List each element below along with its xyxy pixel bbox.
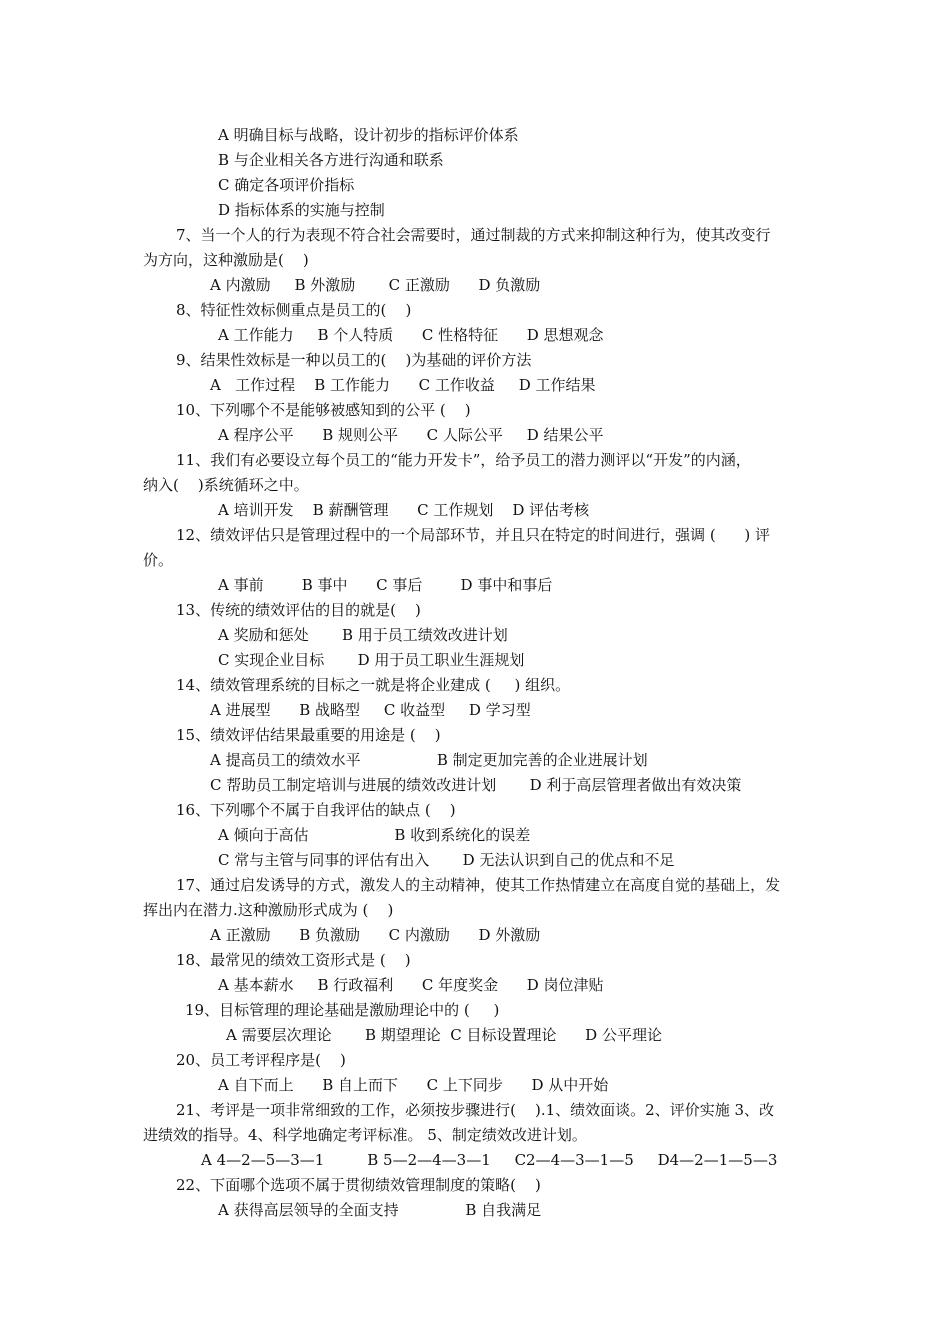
q21-question-line1: 21、考评是一项非常细致的工作，必须按步骤进行( ).1、绩效面谈。2、评价实施 3、改 bbox=[176, 1101, 775, 1119]
q15-options-row1: A 提高员工的绩效水平 B 制定更加完善的企业进展计划 bbox=[210, 751, 648, 769]
q21-question-line2: 进绩效的指导。4、科学地确定考评标准。 5、制定绩效改进计划。 bbox=[143, 1126, 587, 1144]
q13-question: 13、传统的绩效评估的目的就是( ) bbox=[176, 601, 421, 619]
q20-options: A 自下而上 B 自上而下 C 上下同步 D 从中开始 bbox=[218, 1076, 609, 1094]
q15-question: 15、绩效评估结果最重要的用途是 ( ) bbox=[176, 726, 441, 744]
q14-question: 14、绩效管理系统的目标之一就是将企业建成 ( ) 组织。 bbox=[176, 676, 571, 694]
q6-option-c: C 确定各项评价指标 bbox=[218, 176, 355, 194]
q6-option-b: B 与企业相关各方进行沟通和联系 bbox=[218, 151, 444, 169]
q22-options: A 获得高层领导的全面支持 B 自我满足 bbox=[218, 1201, 542, 1219]
q19-question: 19、目标管理的理论基础是激励理论中的 ( ) bbox=[185, 1001, 500, 1019]
q8-question: 8、特征性效标侧重点是员工的( ) bbox=[176, 301, 412, 319]
q16-options-row1: A 倾向于高估 B 收到系统化的误差 bbox=[218, 826, 531, 844]
q11-question-line1: 11、我们有必要设立每个员工的“能力开发卡”，给予员工的潜力测评以“开发”的内涵， bbox=[176, 451, 751, 469]
q6-option-a: A 明确目标与战略，设计初步的指标评价体系 bbox=[218, 126, 519, 144]
q17-question-line2: 挥出内在潜力.这种激励形式成为 ( ) bbox=[143, 901, 394, 919]
q11-options: A 培训开发 B 薪酬管理 C 工作规划 D 评估考核 bbox=[218, 501, 590, 519]
q13-options-row2: C 实现企业目标 D 用于员工职业生涯规划 bbox=[218, 651, 525, 669]
q10-options: A 程序公平 B 规则公平 C 人际公平 D 结果公平 bbox=[218, 426, 604, 444]
q18-options: A 基本薪水 B 行政福利 C 年度奖金 D 岗位津贴 bbox=[218, 976, 604, 994]
q10-question: 10、下列哪个不是能够被感知到的公平 ( ) bbox=[176, 401, 471, 419]
q21-options: A 4—2—5—3—1 B 5—2—4—3—1 C2—4—3—1—5 D4—2—1—5—3 bbox=[201, 1151, 778, 1169]
q14-options: A 进展型 B 战略型 C 收益型 D 学习型 bbox=[210, 701, 531, 719]
q20-question: 20、员工考评程序是( ) bbox=[176, 1051, 346, 1069]
q6-option-d: D 指标体系的实施与控制 bbox=[218, 201, 385, 219]
q18-question: 18、最常见的绩效工资形式是 ( ) bbox=[176, 951, 411, 969]
q22-question: 22、下面哪个选项不属于贯彻绩效管理制度的策略( ) bbox=[176, 1176, 541, 1194]
q7-options: A 内激励 B 外激励 C 正激励 D 负激励 bbox=[210, 276, 541, 294]
q12-options: A 事前 B 事中 C 事后 D 事中和事后 bbox=[218, 576, 553, 594]
q16-options-row2: C 常与主管与同事的评估有出入 D 无法认识到自己的优点和不足 bbox=[218, 851, 675, 869]
q12-question-line2: 价。 bbox=[143, 551, 174, 569]
q16-question: 16、下列哪个不属于自我评估的缺点 ( ) bbox=[176, 801, 456, 819]
q11-question-line2: 纳入( )系统循环之中。 bbox=[143, 476, 309, 494]
q7-question-line2: 为方向，这种激励是( ) bbox=[143, 251, 309, 269]
q17-options: A 正激励 B 负激励 C 内激励 D 外激励 bbox=[210, 926, 541, 944]
q15-options-row2: C 帮助员工制定培训与进展的绩效改进计划 D 利于高层管理者做出有效决策 bbox=[210, 776, 742, 794]
q19-options: A 需要层次理论 B 期望理论 C 目标设置理论 D 公平理论 bbox=[226, 1026, 662, 1044]
q9-question: 9、结果性效标是一种以员工的( )为基础的评价方法 bbox=[176, 351, 532, 369]
q12-question-line1: 12、绩效评估只是管理过程中的一个局部环节，并且只在特定的时间进行，强调 ( ) 评 bbox=[176, 526, 770, 544]
q9-options: A 工作过程 B 工作能力 C 工作收益 D 工作结果 bbox=[210, 376, 596, 394]
q13-options-row1: A 奖励和惩处 B 用于员工绩效改进计划 bbox=[218, 626, 508, 644]
q7-question-line1: 7、当一个人的行为表现不符合社会需要时，通过制裁的方式来抑制这种行为，使其改变行 bbox=[176, 226, 771, 244]
q17-question-line1: 17、通过启发诱导的方式，激发人的主动精神，使其工作热情建立在高度自觉的基础上，发 bbox=[176, 876, 781, 894]
q8-options: A 工作能力 B 个人特质 C 性格特征 D 思想观念 bbox=[218, 326, 604, 344]
